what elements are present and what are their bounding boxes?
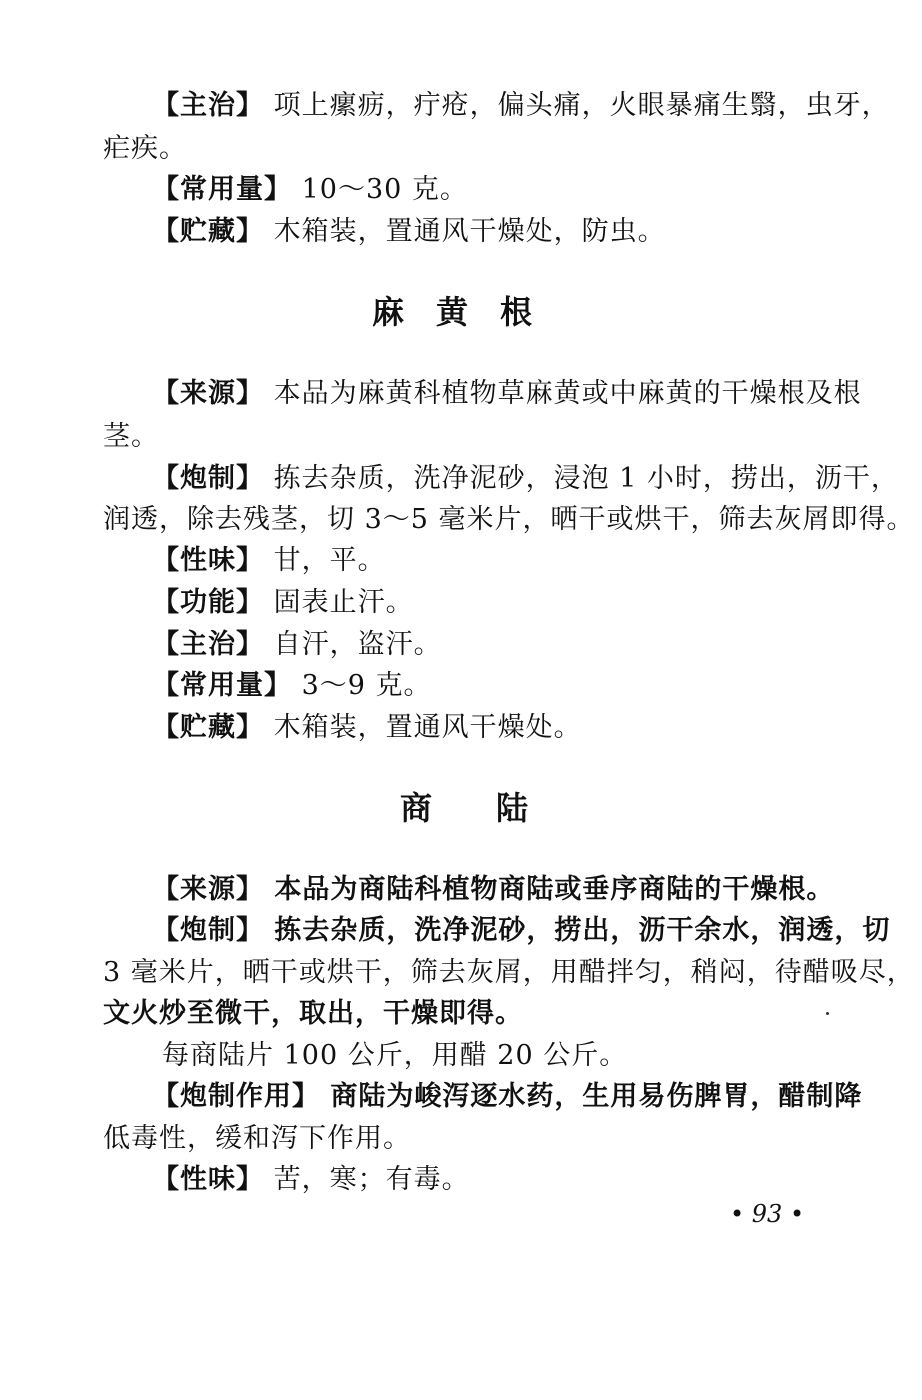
field-value: 商陆为峻泻逐水药，生用易伤脾胃，醋制降: [320, 1081, 863, 1112]
field-value: 疟疾。: [103, 133, 187, 164]
section-heading: 商 陆: [400, 789, 529, 827]
text-line: [152, 88, 890, 124]
field-label: 【常用量】: [152, 670, 292, 701]
field-label: 【炮制】: [152, 915, 264, 946]
text-line: [152, 376, 862, 412]
field-value: 本品为麻黄科植物草麻黄或中麻黄的干燥根及根: [264, 378, 862, 409]
field-value: 文火炒至微干，取出，干燥即得。: [103, 998, 523, 1029]
text-line: [152, 172, 468, 208]
field-label: 【炮制】: [152, 463, 264, 494]
text-line: [103, 419, 159, 455]
text-line: [152, 913, 890, 949]
field-label: 【主治】: [152, 90, 264, 121]
field-value: 自汗，盗汗。: [264, 629, 442, 660]
text-line: [152, 627, 442, 663]
text-line: [152, 710, 582, 746]
text-line: [152, 1162, 470, 1198]
text-line: [152, 668, 432, 704]
text-line: [103, 131, 187, 167]
field-label: 【常用量】: [152, 174, 292, 205]
field-value: 木箱装，置通风干燥处。: [264, 712, 582, 743]
field-value: 苦，寒；有毒。: [264, 1164, 470, 1195]
text-line: [152, 1079, 862, 1115]
text-line: [103, 502, 915, 538]
text-line: [152, 461, 899, 497]
field-value: 本品为商陆科植物商陆或垂序商陆的干燥根。: [264, 874, 835, 905]
field-value: 低毒性，缓和泻下作用。: [103, 1123, 411, 1154]
text-line: [103, 996, 523, 1032]
text-line: [152, 214, 666, 250]
field-value: 润透，除去残茎，切 3～5 毫米片，晒干或烘干，筛去灰屑即得。: [103, 504, 915, 535]
field-value: 项上瘰疬，疔疮，偏头痛，火眼暴痛生翳，虫牙，: [264, 90, 890, 121]
field-label: 【贮藏】: [152, 216, 264, 247]
speck: [826, 1012, 829, 1015]
page-number: • 93 •: [730, 1200, 805, 1228]
text-line: [103, 955, 915, 991]
field-label: 【来源】: [152, 378, 264, 409]
section-heading: 麻 黄 根: [372, 293, 533, 331]
field-value: 茎。: [103, 421, 159, 452]
text-line: [152, 585, 414, 621]
field-value: 固表止汗。: [264, 587, 414, 618]
field-value: 3～9 克。: [292, 670, 432, 701]
field-label: 【性味】: [152, 545, 264, 576]
field-label: 【来源】: [152, 874, 264, 905]
field-value: 拣去杂质，洗净泥砂，浸泡 1 小时，捞出，沥干，: [264, 463, 899, 494]
text-line: [152, 543, 386, 579]
field-value: 甘，平。: [264, 545, 386, 576]
field-value: 拣去杂质，洗净泥砂，捞出，沥干余水，润透，切: [264, 915, 891, 946]
field-label: 【贮藏】: [152, 712, 264, 743]
field-label: 【主治】: [152, 629, 264, 660]
field-label: 【炮制作用】: [152, 1081, 320, 1112]
field-label: 【性味】: [152, 1164, 264, 1195]
text-line: [103, 1121, 411, 1157]
field-value: 木箱装，置通风干燥处，防虫。: [264, 216, 666, 247]
field-label: 【功能】: [152, 587, 264, 618]
field-value: 每商陆片 100 公斤，用醋 20 公斤。: [162, 1040, 628, 1071]
field-value: 10～30 克。: [292, 174, 468, 205]
text-line: [152, 872, 834, 908]
text-line: [162, 1038, 627, 1074]
field-value: 3 毫米片，晒干或烘干，筛去灰屑，用醋拌匀，稍闷，待醋吸尽，: [103, 957, 915, 988]
